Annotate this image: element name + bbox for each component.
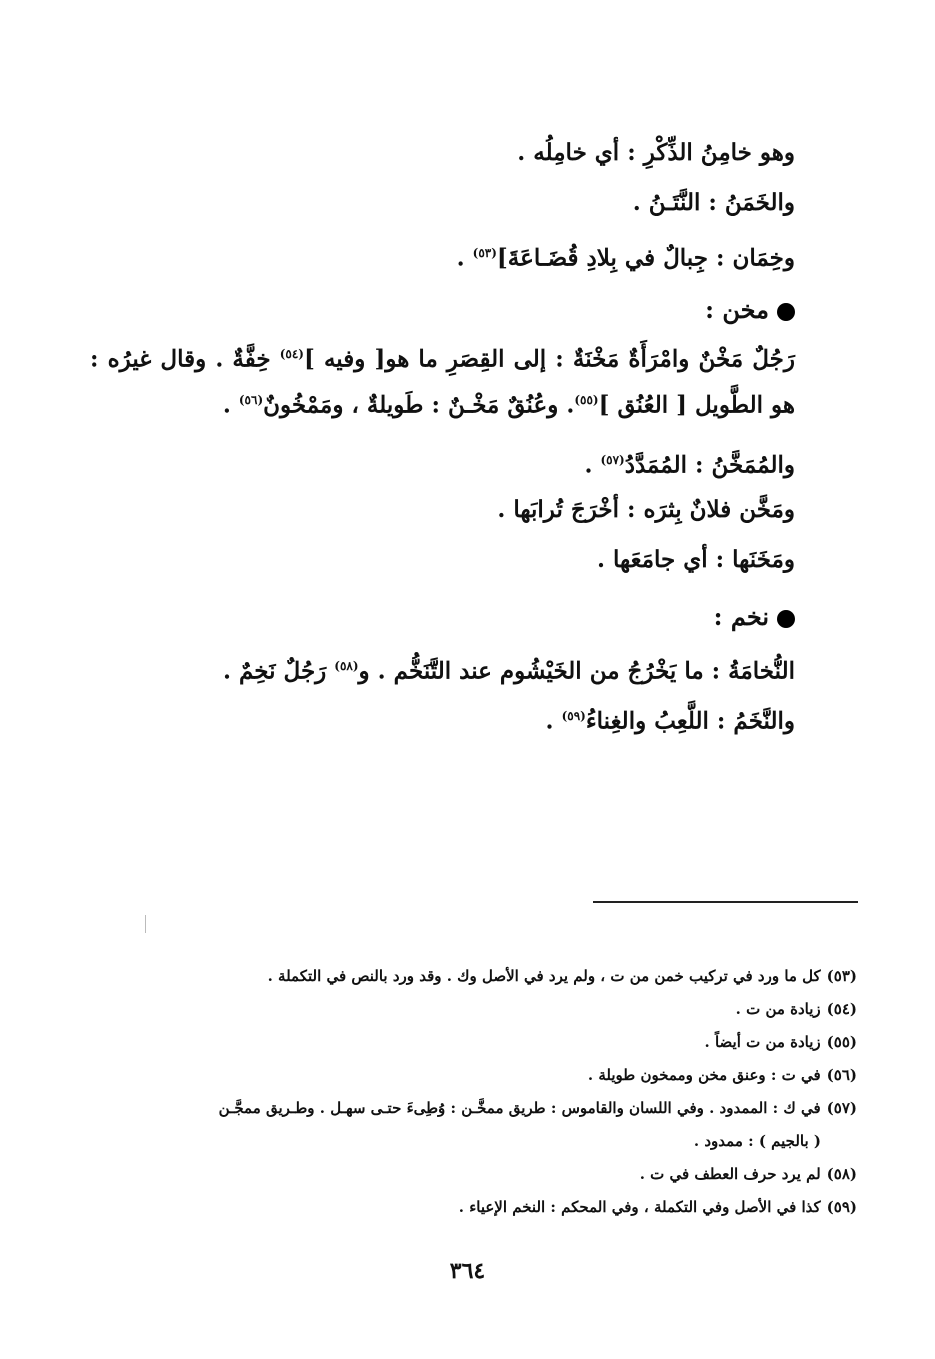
footnote-text: كذا في الأصل وفي التكملة ، وفي المحكم : النخم الإعياء . [458,1198,821,1216]
footnote-number: (٥٩) [826,1198,857,1216]
text-line: ومَخَّن فلانٌ بِثرَه : أخْرَجَ تُرابَها . [497,496,795,524]
line-text: رَجُلٌ نَخِمٌ . [222,657,335,685]
footnote [145,960,857,993]
footnote-ref: (٥٥) [574,392,599,407]
line-end: . [545,707,562,735]
footnote [145,1158,857,1191]
footnote-text: في ك : الممدود . وفي اللسان والقاموس : طريق ممخَّـن : وُطِىءَ حتـى سهـل . وطـريق ممجَّـن [218,1099,821,1117]
paragraph-text: . وعُنُقٌ مَخْـنٌ : طَويلةٌ ، ومَمْخُونٌ [263,391,575,419]
footnote-number: (٥٨) [826,1165,857,1183]
footnote [145,1026,857,1059]
footnote-ref: (٥٩) [561,709,586,724]
text-line: وهو خامِنُ الذِّكْرِ : أي خامِلُه . [517,139,795,166]
footnote-number: (٥٧) [826,1099,857,1117]
footnote-number: (٥٤) [826,1000,857,1018]
paragraph [90,334,795,425]
paragraph-text: رَجُلٌ مَخْنٌ وامْرَأَةٌ مَخْنَةٌ : إلى القِصَرِ ما هو[ وفيه ] [303,345,795,373]
line-end: . [456,244,473,272]
page-number: ٣٦٤ [449,1258,486,1284]
paragraph-text: خِفَّةٌ . وقال غيرُه : هو الطَّويل [ العُنُق ] [90,345,795,419]
footnote-separator [593,901,858,903]
footnote-text: زيادة من ت . [735,1000,821,1018]
footnote [145,1059,857,1092]
bullet-icon [777,303,795,321]
footnote-number: (٥٥) [826,1033,857,1051]
footnote-ref: (٥٦) [238,392,264,407]
footnote-number: (٥٦) [826,1066,857,1084]
line-text: والنَّخَمُ : اللَّعِبُ والغِناءُ [585,707,795,735]
entry-heading-nakhm [90,593,795,641]
footnote [145,1191,857,1224]
text-line: ومَخَنَها : أي جامَعَها . [597,546,795,574]
text-line [90,228,795,278]
bullet-icon [777,610,795,628]
footnote-text: لم يرد حرف العطف في ت . [639,1165,821,1183]
paragraph-text: . [222,391,239,419]
footnote-continuation: ( بالجيم ) : ممدود . [693,1132,821,1150]
main-text [90,128,795,741]
entry-heading-label: مخن : [705,295,769,324]
text-line: والخَمَنُ : النَّتَـنُ . [632,189,795,216]
footnotes [145,960,857,1224]
footnote-text: كل ما ورد في تركيب خمن من ت ، ولم يرد في الأصل وك . وقد ورد بالنص في التكملة . [267,967,821,985]
scan-mark [145,915,146,933]
line-text: النُّخامَةُ : ما يَخْرُجُ من الخَيْشُوم عند التَّنَخُّم . و [358,657,795,685]
entry-heading-makhn [90,286,795,334]
footnote-ref: (٥٤) [279,347,304,361]
footnote-ref: (٥٣) [472,246,497,260]
footnote-text: في ت : وعنق مخن وممخون طويلة . [587,1066,821,1084]
line-end: . [584,451,601,479]
footnote-ref: (٥٨) [334,659,359,674]
footnote-number: (٥٣) [826,967,857,985]
line-text: وخِمَان : جِبالٌ في بِلادِ قُضَـاعَةَ] [496,244,795,272]
footnote [145,993,857,1026]
line-text: والمُمَخَّنُ : المُمَدَّدُ [624,451,795,479]
text-line [90,641,795,691]
footnote-text: زيادة من ت أيضاً . [704,1033,821,1051]
text-line [90,691,795,741]
footnote [145,1092,857,1125]
entry-heading-label: نخم : [713,602,769,632]
footnote-ref: (٥٧) [600,453,625,468]
text-line [90,435,795,485]
